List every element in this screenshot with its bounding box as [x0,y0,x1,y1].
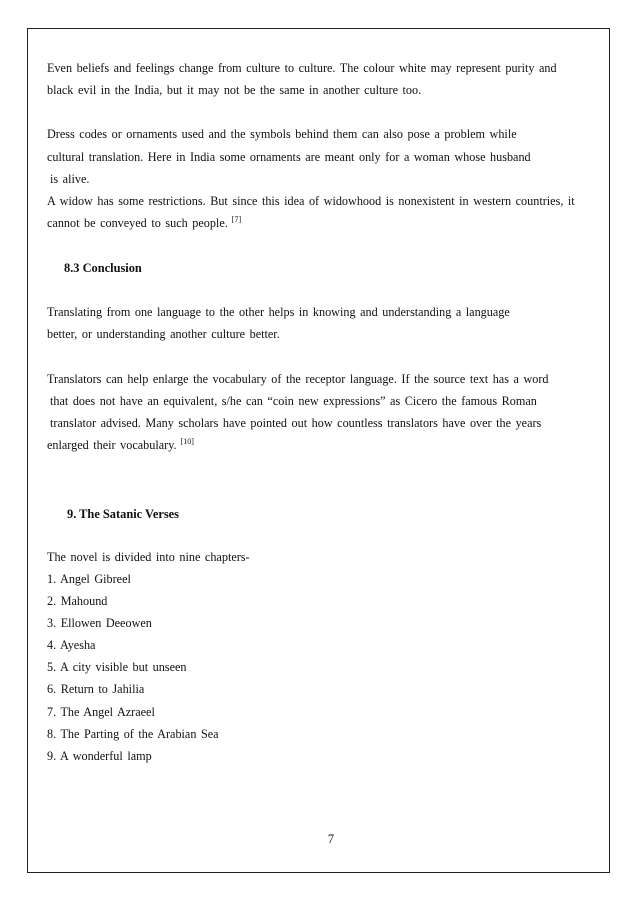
page-number: 7 [327,832,335,846]
list-item: 6. Return to Jahilia [47,682,145,696]
citation-ref: [7] [231,214,242,224]
body-text-line: cultural translation. Here in India some ornaments are meant only for a woman whose husband [47,150,531,164]
citation-ref: [10] [180,436,194,446]
body-text: enlarged their vocabulary. [47,438,177,452]
body-text-line: translator advised. Many scholars have pointed out how countless translators have over the years [50,416,542,430]
section-heading: 8.3 Conclusion [64,261,142,275]
list-item: 5. A city visible but unseen [47,660,187,674]
body-text-line: Translators can help enlarge the vocabulary of the receptor language. If the source text has a word [47,372,549,386]
list-item: 2. Mahound [47,594,108,608]
body-text-line: A widow has some restrictions. But since this idea of widowhood is nonexistent in western countries, it [47,194,575,208]
body-text-line: Dress codes or ornaments used and the symbols behind them can also pose a problem while [47,127,517,141]
body-text-line: The novel is divided into nine chapters- [47,550,250,564]
body-text-line: Even beliefs and feelings change from culture to culture. The colour white may represent purity and [47,61,557,75]
list-item: 8. The Parting of the Arabian Sea [47,727,219,741]
body-text-line: that does not have an equivalent, s/he can “coin new expressions” as Cicero the famous Roman [50,394,537,408]
body-text-line [47,438,194,452]
body-text: cannot be conveyed to such people. [47,216,228,230]
list-item: 9. A wonderful lamp [47,749,152,763]
list-item: 4. Ayesha [47,638,96,652]
body-text-line: black evil in the India, but it may not be the same in another culture too. [47,83,422,97]
list-item: 7. The Angel Azraeel [47,705,155,719]
body-text-line: better, or understanding another culture better. [47,327,280,341]
list-item: 1. Angel Gibreel [47,572,131,586]
body-text-line [47,216,241,230]
body-text-line: is alive. [50,172,90,186]
section-heading: 9. The Satanic Verses [67,507,179,521]
body-text-line: Translating from one language to the other helps in knowing and understanding a language [47,305,510,319]
list-item: 3. Ellowen Deeowen [47,616,152,630]
